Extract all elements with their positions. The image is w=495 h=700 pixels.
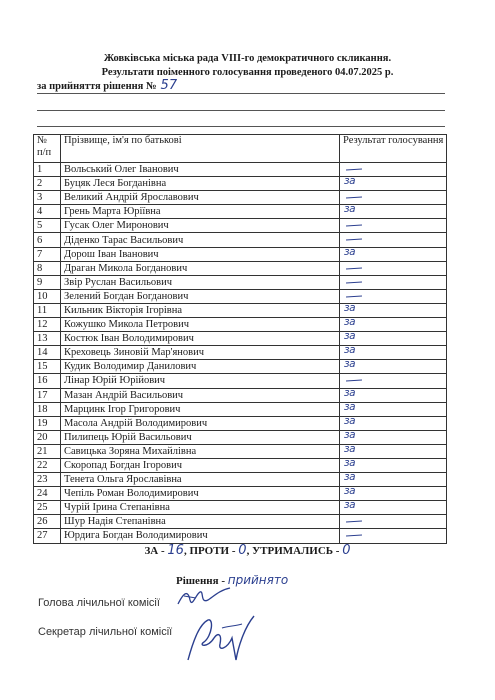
header-council-line: Жовківська міська рада VIII-го демократичного скликання. — [103, 53, 392, 64]
row-number: 15 — [34, 360, 61, 374]
vote-dash-mark — [346, 281, 362, 283]
deputy-name: Креховець Зиновій Мар'янович — [61, 346, 340, 360]
vote-row — [34, 191, 447, 205]
deputy-name: Мазан Андрій Васильович — [61, 388, 340, 402]
vote-row — [34, 346, 447, 360]
vote-za-mark: за — [344, 402, 356, 413]
row-number: 27 — [34, 529, 61, 543]
vote-result-cell — [340, 289, 447, 303]
vote-result-cell — [340, 473, 447, 487]
row-number: 22 — [34, 458, 61, 472]
vote-row — [34, 430, 447, 444]
vote-row — [34, 529, 447, 543]
vote-za-mark: за — [344, 416, 356, 427]
row-number: 25 — [34, 501, 61, 515]
vote-result-cell — [340, 233, 447, 247]
row-number: 3 — [34, 191, 61, 205]
col-result-header — [340, 135, 447, 163]
deputy-name: Масола Андрій Володимирович — [61, 416, 340, 430]
vote-result-cell — [340, 430, 447, 444]
deputy-name: Скоропад Богдан Ігорович — [61, 458, 340, 472]
vote-row — [34, 177, 447, 191]
vote-result-cell — [340, 346, 447, 360]
vote-result-cell — [340, 163, 447, 177]
vote-result-cell — [340, 388, 447, 402]
head-of-commission-label: Голова лічильної комісії — [38, 597, 160, 609]
vote-dash-mark — [346, 267, 362, 269]
za-value: 16 — [167, 543, 184, 558]
vote-za-mark: за — [344, 444, 356, 455]
vote-result-cell — [340, 275, 447, 289]
row-number: 20 — [34, 430, 61, 444]
utrym-value: 0 — [342, 543, 351, 558]
deputy-name: Тенета Ольга Ярославівна — [61, 473, 340, 487]
vote-summary — [0, 543, 495, 558]
deputy-name: Юрдига Богдан Володимирович — [61, 529, 340, 543]
row-number: 11 — [34, 303, 61, 317]
vote-dash-mark — [346, 197, 362, 199]
vote-result-cell — [340, 261, 447, 275]
vote-row — [34, 275, 447, 289]
row-number: 2 — [34, 177, 61, 191]
vote-result-cell — [340, 374, 447, 388]
resolution-value: прийнято — [227, 573, 289, 587]
vote-row — [34, 318, 447, 332]
vote-row — [34, 388, 447, 402]
vote-za-mark: за — [344, 500, 356, 512]
row-number: 19 — [34, 416, 61, 430]
row-number: 10 — [34, 289, 61, 303]
vote-result-cell — [340, 219, 447, 233]
vote-za-mark: за — [344, 472, 356, 484]
vote-result-cell — [340, 515, 447, 529]
row-number: 9 — [34, 275, 61, 289]
vote-dash-mark — [346, 225, 362, 227]
vote-result-cell — [340, 487, 447, 501]
row-number: 6 — [34, 233, 61, 247]
col-name-label: Прізвище, ім'я по батькові — [64, 135, 182, 146]
deputy-name: Чепіль Роман Володимирович — [61, 487, 340, 501]
vote-za-mark: за — [344, 345, 356, 357]
vote-row — [34, 360, 447, 374]
deputy-name: Великий Андрій Ярославович — [61, 191, 340, 205]
vote-row — [34, 402, 447, 416]
vote-dash-mark — [346, 168, 362, 170]
vote-za-mark: за — [344, 486, 356, 498]
deputy-name: Гусак Олег Миронович — [61, 219, 340, 233]
col-result-label: Результат голосування — [343, 135, 444, 146]
vote-dash-mark — [346, 521, 362, 523]
col-name-header — [61, 135, 340, 163]
deputy-name: Пилипець Юрій Васильович — [61, 430, 340, 444]
decision-label: за прийняття рішення № — [37, 81, 157, 92]
vote-dash-mark — [346, 239, 362, 241]
vote-za-mark: за — [344, 204, 356, 216]
col-number-label: № п/п — [37, 135, 52, 158]
deputy-name: Лінар Юрій Юрійович — [61, 374, 340, 388]
secretary-of-commission-label: Секретар лічильної комісії — [38, 626, 173, 638]
header-results-line: Результати поіменного голосування проведеного 04.07.2025 р. — [101, 67, 394, 78]
vote-table — [33, 134, 447, 544]
vote-row — [34, 374, 447, 388]
deputy-name: Костюк Іван Володимирович — [61, 332, 340, 346]
vote-za-mark: за — [344, 430, 356, 441]
deputy-name: Кильник Вікторія Ігорівна — [61, 303, 340, 317]
vote-za-mark: за — [344, 303, 356, 314]
deputy-name: Дорош Іван Іванович — [61, 247, 340, 261]
vote-result-cell — [340, 303, 447, 317]
row-number: 21 — [34, 444, 61, 458]
vote-result-cell — [340, 360, 447, 374]
vote-za-mark: за — [344, 247, 356, 258]
vote-za-mark: за — [344, 331, 356, 343]
row-number: 24 — [34, 487, 61, 501]
row-number: 5 — [34, 219, 61, 233]
row-number: 1 — [34, 163, 61, 177]
deputy-name: Чурій Ірина Степанівна — [61, 501, 340, 515]
deputy-name: Вольський Олег Іванович — [61, 163, 340, 177]
za-label: ЗА - — [144, 545, 165, 557]
vote-row — [34, 332, 447, 346]
row-number: 23 — [34, 473, 61, 487]
vote-result-cell — [340, 247, 447, 261]
underline-1 — [37, 93, 445, 94]
vote-row — [34, 219, 447, 233]
vote-dash-mark — [346, 535, 362, 537]
deputy-name: Грень Марта Юріївна — [61, 205, 340, 219]
vote-row — [34, 303, 447, 317]
row-number: 12 — [34, 318, 61, 332]
vote-row — [34, 416, 447, 430]
deputy-name: Кожушко Микола Петрович — [61, 318, 340, 332]
vote-dash-mark — [346, 380, 362, 382]
vote-za-mark: за — [344, 458, 356, 469]
col-number-header — [34, 135, 61, 163]
proty-value: 0 — [238, 543, 247, 558]
deputy-name: Буцяк Леся Богданівна — [61, 177, 340, 191]
vote-result-cell — [340, 416, 447, 430]
vote-result-cell — [340, 191, 447, 205]
deputy-name: Шур Надія Степанівна — [61, 515, 340, 529]
vote-row — [34, 515, 447, 529]
deputy-name: Марцинк Ігор Григорович — [61, 402, 340, 416]
vote-za-mark: за — [344, 317, 356, 329]
proty-label: , ПРОТИ - — [183, 545, 236, 557]
vote-row — [34, 289, 447, 303]
row-number: 18 — [34, 402, 61, 416]
vote-row — [34, 473, 447, 487]
underline-2 — [37, 110, 445, 111]
vote-row — [34, 501, 447, 515]
vote-result-cell — [340, 177, 447, 191]
vote-result-cell — [340, 205, 447, 219]
resolution-label: Рішення - — [176, 575, 225, 587]
vote-row — [34, 487, 447, 501]
deputy-name: Зелений Богдан Богданович — [61, 289, 340, 303]
row-number: 14 — [34, 346, 61, 360]
vote-table-body — [34, 163, 447, 544]
row-number: 17 — [34, 388, 61, 402]
row-number: 26 — [34, 515, 61, 529]
vote-za-mark: за — [344, 359, 356, 371]
vote-result-cell — [340, 501, 447, 515]
utrym-label: , УТРИМАЛИСЬ - — [246, 545, 340, 557]
deputy-name: Драган Микола Богданович — [61, 261, 340, 275]
row-number: 16 — [34, 374, 61, 388]
vote-result-cell — [340, 444, 447, 458]
deputy-name: Звір Руслан Васильович — [61, 275, 340, 289]
row-number: 8 — [34, 261, 61, 275]
vote-result-cell — [340, 332, 447, 346]
row-number: 13 — [34, 332, 61, 346]
vote-row — [34, 205, 447, 219]
vote-za-mark: за — [344, 388, 356, 399]
document-header — [0, 52, 495, 80]
vote-za-mark: за — [344, 176, 356, 188]
vote-dash-mark — [346, 295, 362, 297]
vote-row — [34, 233, 447, 247]
vote-result-cell — [340, 402, 447, 416]
vote-row — [34, 444, 447, 458]
vote-row — [34, 163, 447, 177]
row-number: 7 — [34, 247, 61, 261]
deputy-name: Кудик Володимир Данилович — [61, 360, 340, 374]
vote-row — [34, 458, 447, 472]
vote-result-cell — [340, 318, 447, 332]
deputy-name: Савицька Зоряна Михайлівна — [61, 444, 340, 458]
vote-result-cell — [340, 529, 447, 543]
row-number: 4 — [34, 205, 61, 219]
vote-row — [34, 247, 447, 261]
secretary-signature — [178, 608, 263, 670]
decision-number-line — [37, 78, 177, 93]
vote-row — [34, 261, 447, 275]
deputy-name: Діденко Тарас Васильович — [61, 233, 340, 247]
vote-result-cell — [340, 458, 447, 472]
decision-number-handwritten: 57 — [160, 78, 178, 93]
vote-table-header — [34, 135, 447, 163]
underline-3 — [37, 126, 445, 127]
